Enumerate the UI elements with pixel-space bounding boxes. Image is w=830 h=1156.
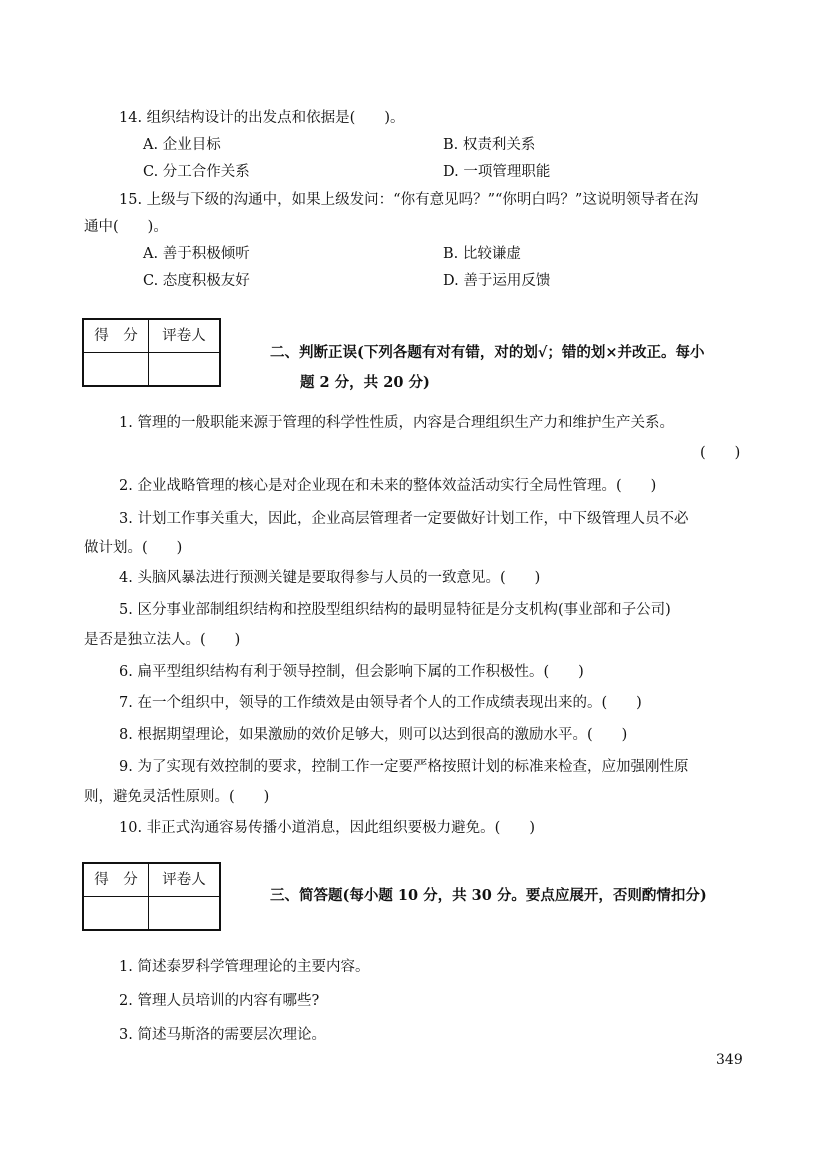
score-label: 得 分 — [83, 319, 149, 353]
tf-item-9-line2: 则，避免灵活性原则。( ) — [84, 789, 270, 805]
tf-item-1-paren: ( ) — [700, 445, 741, 461]
q15-option-a: A. 善于积极倾听 — [143, 246, 250, 262]
tf-item-4: 4. 头脑风暴法进行预测关键是要取得参与人员的一致意见。( ) — [119, 570, 541, 586]
section2-heading-line1: 二、判断正误(下列各题有对有错，对的划√；错的划×并改正。每小 — [270, 344, 705, 361]
grader-label: 评卷人 — [149, 319, 221, 353]
grader-cell — [149, 353, 221, 387]
short-answer-2: 2. 管理人员培训的内容有哪些? — [119, 993, 320, 1009]
tf-item-1: 1. 管理的一般职能来源于管理的科学性性质，内容是合理组织生产力和维护生产关系。 — [119, 415, 674, 431]
grader-label: 评卷人 — [149, 863, 221, 897]
page-number: 349 — [716, 1052, 743, 1068]
section2-heading-line2: 题 2 分，共 20 分) — [300, 374, 430, 391]
q15-option-d: D. 善于运用反馈 — [443, 273, 551, 289]
q14-option-a: A. 企业目标 — [143, 137, 221, 153]
score-table-section3 — [82, 862, 221, 931]
grader-cell — [149, 897, 221, 931]
tf-item-5-line1: 5. 区分事业部制组织结构和控股型组织结构的最明显特征是分支机构(事业部和子公司) — [119, 602, 671, 618]
tf-item-3-line2: 做计划。( ) — [84, 540, 183, 556]
q14-option-c: C. 分工合作关系 — [143, 164, 250, 180]
score-cell — [83, 353, 149, 387]
score-label: 得 分 — [83, 863, 149, 897]
tf-item-3-line1: 3. 计划工作事关重大，因此，企业高层管理者一定要做好计划工作，中下级管理人员不必 — [119, 511, 689, 527]
tf-item-2: 2. 企业战略管理的核心是对企业现在和未来的整体效益活动实行全局性管理。( ) — [119, 478, 657, 494]
tf-item-10: 10. 非正式沟通容易传播小道消息，因此组织要极力避免。( ) — [119, 820, 535, 836]
tf-item-5-line2: 是否是独立法人。( ) — [84, 632, 241, 648]
tf-item-8: 8. 根据期望理论，如果激励的效价足够大，则可以达到很高的激励水平。( ) — [119, 727, 628, 743]
score-table-section2 — [82, 318, 221, 387]
short-answer-3: 3. 简述马斯洛的需要层次理论。 — [119, 1027, 326, 1043]
q14-option-b: B. 权责利关系 — [443, 137, 536, 153]
question-15-line2: 通中( )。 — [84, 219, 168, 235]
q14-option-d: D. 一项管理职能 — [443, 164, 551, 180]
q15-option-b: B. 比较谦虚 — [443, 246, 521, 262]
question-14: 14. 组织结构设计的出发点和依据是( )。 — [119, 110, 405, 126]
q15-option-c: C. 态度积极友好 — [143, 273, 250, 289]
short-answer-1: 1. 简述泰罗科学管理理论的主要内容。 — [119, 959, 370, 975]
section3-heading: 三、简答题(每小题 10 分，共 30 分。要点应展开，否则酌情扣分) — [270, 887, 707, 904]
tf-item-9-line1: 9. 为了实现有效控制的要求，控制工作一定要严格按照计划的标准来检查，应加强刚性原 — [119, 759, 689, 775]
question-15-line1: 15. 上级与下级的沟通中，如果上级发问：“你有意见吗？”“你明白吗？”这说明领导者在沟 — [119, 192, 699, 208]
tf-item-6: 6. 扁平型组织结构有利于领导控制，但会影响下属的工作积极性。( ) — [119, 664, 584, 680]
tf-item-7: 7. 在一个组织中，领导的工作绩效是由领导者个人的工作成绩表现出来的。( ) — [119, 695, 642, 711]
score-cell — [83, 897, 149, 931]
